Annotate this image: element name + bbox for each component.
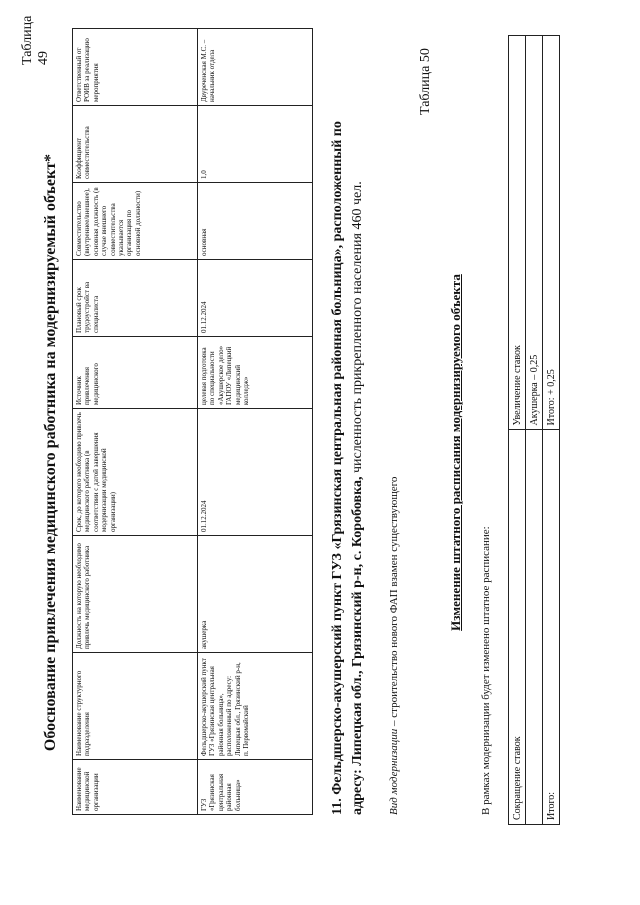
table-header-row: [509, 36, 526, 825]
header-cell: Сокращение ставок: [509, 430, 526, 825]
header-cell: Совместительство (внутреннее/внешнее), основная должность (в случае внешнего совместительства указывается организация по основной должности): [73, 183, 198, 260]
header-cell: Ответственный от РОИВ за реализацию мероприятия: [73, 29, 198, 106]
header-cell: Должность на которую необходимо привлечь медицинского работника: [73, 536, 198, 653]
table-row: [198, 29, 313, 815]
header-cell: Наименование структурного подразделения: [73, 653, 198, 760]
table49-title: Обоснование привлечения медицинского работника на модернизируемый объект*: [42, 153, 59, 752]
header-cell: Плановый срок трудоустройст ва специалиста: [73, 260, 198, 337]
facility-address: 11. Фельдшерско-акушерский пункт ГУЗ «Грязинская центральная районная больница», расположенный по адресу: Липецкая обл., Грязинский р-н, с. Коробовка,: [330, 121, 366, 815]
table-cell: 01.12.2024: [198, 409, 313, 536]
facility-population: численность прикрепленного населения 460 чел.: [350, 181, 366, 474]
table50-title: Изменение штатного расписания модернизируемого объекта: [448, 274, 463, 631]
table-cell: Акушерка – 0,25: [526, 36, 543, 431]
header-cell: Срок, до которого необходимо привлечь медицинского работника (в соответствии с датой завершения модернизации медицинской организации): [73, 409, 198, 536]
staffing-table: [508, 35, 560, 825]
header-cell: Источник привлечения медицинского: [73, 337, 198, 409]
table-total-row: [543, 36, 560, 825]
table49-label: Таблица 49: [20, 15, 51, 65]
table-cell: Итого: + 0,25: [543, 36, 560, 431]
header-cell: Коэффициент совместительства: [73, 106, 198, 183]
table50-intro: В рамках модернизации будет изменено штатное расписание:: [480, 526, 492, 815]
facility-heading: [328, 115, 369, 815]
table-cell: Двуреченская М.С. – начальник отдела: [198, 29, 313, 106]
table-cell: Итого:: [543, 430, 560, 825]
justification-table: [72, 28, 313, 815]
table-cell: ГУЗ «Грязинская центральная районная больница»: [198, 760, 313, 815]
table-cell: основная: [198, 183, 313, 260]
modernization-type-label: Вид модернизации: [388, 728, 400, 815]
modernization-type-value: – строительство нового ФАП взамен существующего: [388, 476, 400, 729]
modernization-type: [388, 477, 400, 815]
table-cell: акушерка: [198, 536, 313, 653]
table-cell: 1,0: [198, 106, 313, 183]
table-header-row: [73, 29, 198, 815]
table-cell: 01.12.2024: [198, 260, 313, 337]
header-cell: Наименование медицинской организации: [73, 760, 198, 815]
table-cell: целевая подготовка по специальности «Акушерское дело» ГАПОУ «Липецкий медицинский колледж»: [198, 337, 313, 409]
header-cell: Увеличение ставок: [509, 36, 526, 431]
table-row: [526, 36, 543, 825]
table-cell: [526, 430, 543, 825]
table-cell: Фельдшерско-акушерский пункт ГУЗ «Грязинская центральная районная больница», расположенный по адресу: Липецкая обл., Грязинский р-н, п. Первомайский: [198, 653, 313, 760]
table50-label: Таблица 50: [418, 48, 433, 115]
